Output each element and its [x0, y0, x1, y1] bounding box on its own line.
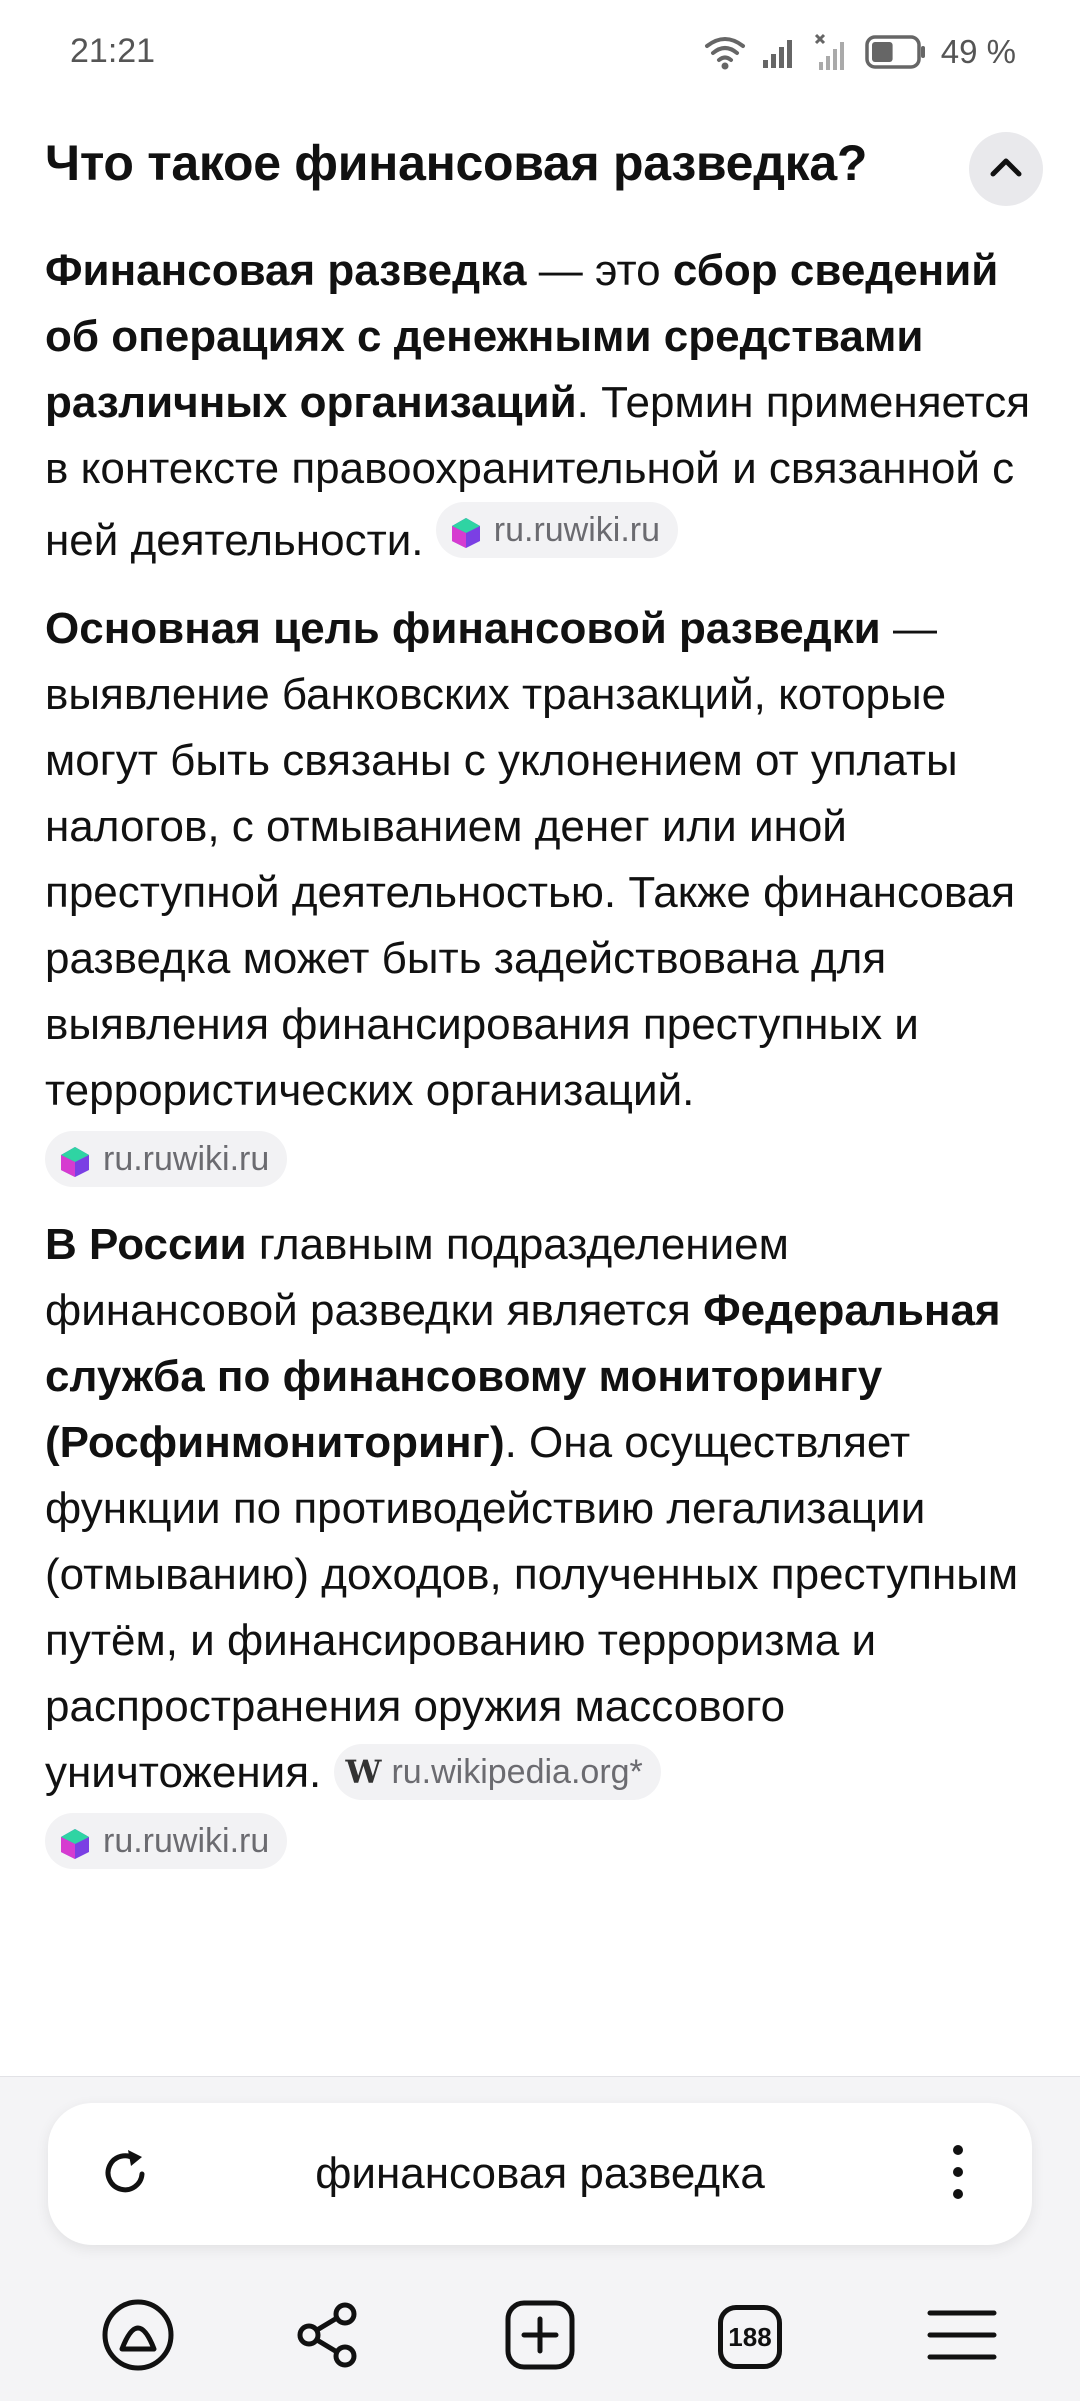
signal-icon [761, 34, 799, 70]
term-bold: Финансовая разведка [45, 246, 527, 295]
source-label: ru.wikipedia.org* [391, 1753, 643, 1791]
status-icons [703, 30, 1016, 74]
ruwiki-icon [448, 512, 484, 548]
text: . Она осуществляет функции по противодействию легализации (отмыванию) доходов, полученных преступным путём, и финансированию терроризма и распространения оружия массового уничтожения. [45, 1418, 1019, 1797]
alice-button[interactable] [88, 2287, 188, 2387]
search-bar[interactable] [48, 2103, 1032, 2245]
share-button[interactable] [278, 2287, 378, 2387]
source-line [45, 1124, 1035, 1190]
menu-icon [926, 2307, 998, 2368]
more-button[interactable] [920, 2136, 996, 2212]
source-label: ru.ruwiki.ru [103, 1140, 270, 1179]
heading-row [45, 120, 1035, 220]
text: главным подразделением финансовой разведки является [45, 1220, 789, 1335]
agency-bold: Федеральная служба по финансовому мониторингу (Росфинмониторинг) [45, 1286, 1001, 1467]
source-chip-ruwiki[interactable] [45, 1813, 287, 1869]
answer-heading: Что такое финансовая разведка? [45, 135, 868, 191]
reload-icon [98, 2144, 154, 2205]
text: . Термин применяется в контексте правоохранительной и связанной с ней деятельности. [45, 378, 1031, 565]
source-chip-ruwiki[interactable] [436, 502, 678, 558]
chevron-up-icon [988, 155, 1024, 184]
paragraph-definition [45, 238, 1035, 574]
answer-block [45, 120, 1035, 1872]
text: — это [526, 246, 673, 295]
tabs-count: 188 [728, 2321, 772, 2352]
paragraph-russia [45, 1212, 1035, 1872]
source-line [45, 1806, 1035, 1872]
menu-button[interactable] [912, 2287, 1012, 2387]
definition-bold: сбор сведений об операциях с денежными средствами различных организаций [45, 246, 999, 427]
alice-icon [100, 2297, 176, 2378]
more-vertical-icon [948, 2142, 968, 2207]
search-query[interactable]: финансовая разведка [315, 2149, 765, 2198]
source-chip-wikipedia[interactable] [334, 1744, 661, 1800]
status-time: 21:21 [70, 32, 156, 70]
tabs-icon [718, 2305, 782, 2369]
wifi-icon [703, 34, 747, 70]
source-chip-ruwiki[interactable] [45, 1131, 287, 1187]
bottom-panel [0, 2076, 1080, 2401]
status-bar [0, 0, 1080, 110]
bottom-nav [0, 2277, 1080, 2397]
ruwiki-icon [57, 1823, 93, 1859]
goal-bold: Основная цель финансовой разведки [45, 604, 881, 653]
battery-percent: 49 % [940, 33, 1016, 70]
share-icon [293, 2300, 363, 2375]
collapse-button[interactable] [969, 132, 1043, 206]
source-label: ru.ruwiki.ru [103, 1822, 270, 1861]
signal-no-sim-icon [813, 32, 851, 72]
source-label: ru.ruwiki.ru [493, 511, 661, 549]
russia-bold: В России [45, 1220, 247, 1269]
ruwiki-icon [57, 1141, 93, 1177]
text: — выявление банковских транзакций, которые могут быть связаны с уклонением от уплаты налогов, с отмыванием денег или иной преступной деятельностью. Также финансовая разведка может быть задействована для выявления финансирования преступных и террористических организаций. [45, 604, 1016, 1115]
reload-button[interactable] [88, 2136, 164, 2212]
paragraph-goal [45, 596, 1035, 1190]
tabs-button[interactable] [700, 2287, 800, 2387]
wikipedia-icon: W [345, 1753, 382, 1791]
battery-icon [865, 35, 927, 69]
new-tab-icon [504, 2299, 576, 2376]
new-tab-button[interactable] [490, 2287, 590, 2387]
